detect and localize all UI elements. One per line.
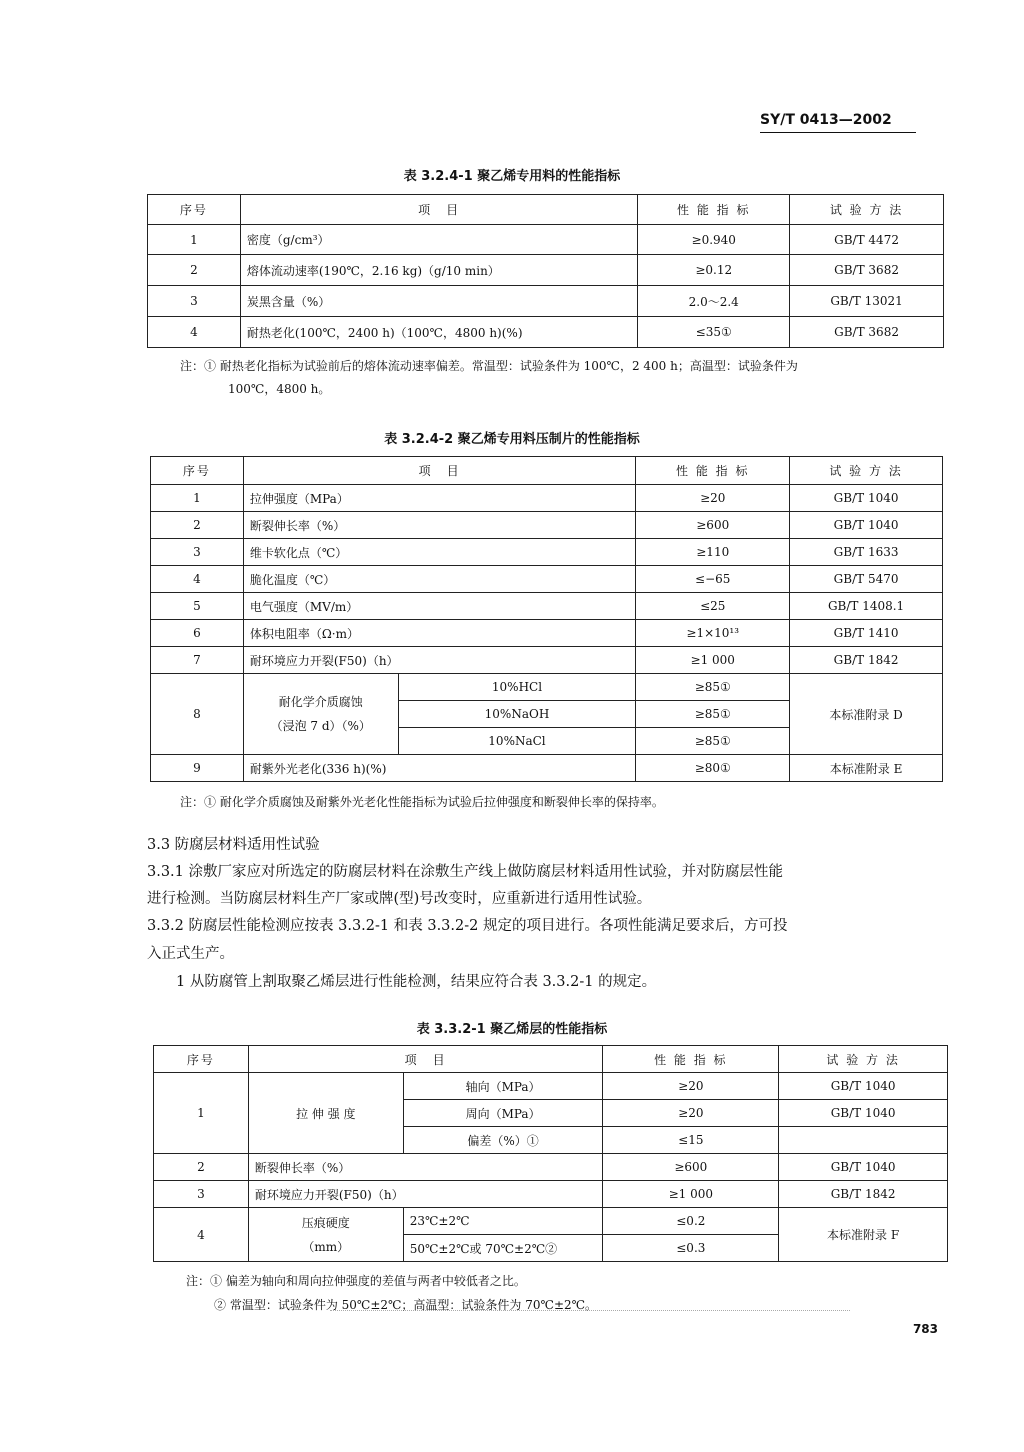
table1-header-no: 序号 xyxy=(148,195,241,225)
table1-header-item: 项 目 xyxy=(240,195,637,225)
table2-note: 注：① 耐化学介质腐蚀及耐紫外光老化性能指标为试验后拉伸强度和断裂伸长率的保持率。 xyxy=(180,795,664,809)
table-row xyxy=(154,1154,948,1181)
page-number: 783 xyxy=(912,1322,938,1336)
table-row xyxy=(154,1073,948,1100)
cell-method: 本标准附录 F xyxy=(779,1208,948,1262)
cell-value: ≤35① xyxy=(638,317,790,348)
cell-subitem: 10%NaOH xyxy=(398,701,636,728)
cell-no: 7 xyxy=(151,647,244,674)
table1-note-line2: 100℃，4800 h。 xyxy=(228,382,331,396)
cell-value: ≥85① xyxy=(636,728,790,755)
cell-method: 本标准附录 E xyxy=(790,755,943,782)
table-row xyxy=(151,674,943,701)
table-row xyxy=(154,1181,948,1208)
cell-value: ≥1 000 xyxy=(603,1181,779,1208)
cell-item-line2: （浸泡 7 d）（%） xyxy=(270,719,371,733)
cell-no: 3 xyxy=(148,286,241,317)
table3-header-item: 项 目 xyxy=(248,1046,603,1073)
cell-no: 8 xyxy=(151,674,244,755)
para-3-3-1-line2: 进行检测。当防腐层材料生产厂家或牌(型)号改变时，应重新进行适用性试验。 xyxy=(147,891,652,907)
cell-item: 脆化温度（℃） xyxy=(243,566,635,593)
cell-no: 5 xyxy=(151,593,244,620)
cell-no: 3 xyxy=(154,1181,249,1208)
cell-subitem: 偏差（%）① xyxy=(403,1127,603,1154)
cell-method: 本标准附录 D xyxy=(790,674,943,755)
cell-no: 6 xyxy=(151,620,244,647)
cell-method: GB/T 1633 xyxy=(790,539,943,566)
cell-item: 断裂伸长率（%） xyxy=(243,512,635,539)
table-row xyxy=(154,1208,948,1235)
table2-header-item: 项 目 xyxy=(243,457,635,485)
cell-method xyxy=(779,1127,948,1154)
cell-value: 2.0～2.4 xyxy=(638,286,790,317)
cell-value: ≥1×10¹³ xyxy=(636,620,790,647)
cell-method: GB/T 1842 xyxy=(779,1181,948,1208)
cell-value: ≤−65 xyxy=(636,566,790,593)
table1-header-method: 试 验 方 法 xyxy=(790,195,944,225)
cell-value: ≤25 xyxy=(636,593,790,620)
cell-item-line2: （mm） xyxy=(302,1239,350,1254)
table-row xyxy=(151,512,943,539)
table2-header-value: 性 能 指 标 xyxy=(636,457,790,485)
cell-value: ≥110 xyxy=(636,539,790,566)
cell-item: 维卡软化点（℃） xyxy=(243,539,635,566)
cell-method: GB/T 3682 xyxy=(790,255,944,286)
cell-item-line1: 压痕硬度 xyxy=(301,1215,350,1230)
cell-method: GB/T 1040 xyxy=(790,485,943,512)
cell-item: 体积电阻率（Ω·m） xyxy=(243,620,635,647)
table-row xyxy=(148,286,944,317)
cell-method: GB/T 13021 xyxy=(790,286,944,317)
cell-subitem: 轴向（MPa） xyxy=(403,1073,603,1100)
table3-note2: ② 常温型：试验条件为 50℃±2℃；高温型：试验条件为 70℃±2℃。 xyxy=(214,1298,598,1312)
table2-header-method: 试 验 方 法 xyxy=(790,457,943,485)
cell-item: 断裂伸长率（%） xyxy=(248,1154,603,1181)
cell-method: GB/T 1040 xyxy=(790,512,943,539)
cell-value: ≥0.940 xyxy=(638,225,790,255)
cell-value: ≥600 xyxy=(603,1154,779,1181)
cell-method: GB/T 1408.1 xyxy=(790,593,943,620)
cell-subitem: 10%NaCl xyxy=(398,728,636,755)
table3-header-method: 试 验 方 法 xyxy=(779,1046,948,1073)
cell-item: 熔体流动速率(190℃，2.16 kg)（g/10 min） xyxy=(240,255,637,286)
table-row xyxy=(151,539,943,566)
table-row xyxy=(148,255,944,286)
table3-caption: 表 3.3.2-1 聚乙烯层的性能指标 xyxy=(416,1022,608,1037)
cell-subitem: 周向（MPa） xyxy=(403,1100,603,1127)
cell-item: 电气强度（MV/m） xyxy=(243,593,635,620)
cell-no: 1 xyxy=(154,1073,249,1154)
standard-code: SY/T 0413—2002 xyxy=(760,112,892,128)
cell-item-line1: 耐化学介质腐蚀 xyxy=(278,695,363,709)
cell-method: GB/T 1040 xyxy=(779,1100,948,1127)
cell-no: 3 xyxy=(151,539,244,566)
cell-item: 密度（g/cm³） xyxy=(240,225,637,255)
cell-no: 2 xyxy=(154,1154,249,1181)
cell-no: 4 xyxy=(154,1208,249,1262)
table-row xyxy=(148,317,944,348)
cell-item xyxy=(243,674,398,755)
cell-method: GB/T 4472 xyxy=(790,225,944,255)
cell-method: GB/T 1040 xyxy=(779,1154,948,1181)
cell-item xyxy=(248,1208,403,1262)
cell-item: 拉伸强度（MPa） xyxy=(243,485,635,512)
table3-note1: 注：① 偏差为轴向和周向拉伸强度的差值与两者中较低者之比。 xyxy=(186,1274,526,1288)
cell-value: ≥85① xyxy=(636,674,790,701)
cell-value: ≥1 000 xyxy=(636,647,790,674)
cell-method: GB/T 1842 xyxy=(790,647,943,674)
section-heading: 3.3 防腐层材料适用性试验 xyxy=(147,837,320,853)
cell-value: ≥0.12 xyxy=(638,255,790,286)
cell-value: ≥80① xyxy=(636,755,790,782)
table2-caption: 表 3.2.4-2 聚乙烯专用料压制片的性能指标 xyxy=(384,432,640,447)
cell-method: GB/T 1410 xyxy=(790,620,943,647)
cell-item: 耐环境应力开裂(F50)（h） xyxy=(243,647,635,674)
table2-header-no: 序号 xyxy=(151,457,244,485)
cell-item: 耐热老化(100℃，2400 h)（100℃，4800 h)(%) xyxy=(240,317,637,348)
table3 xyxy=(153,1045,948,1262)
table-row xyxy=(148,225,944,255)
para-3-3-1-line1: 3.3.1 涂敷厂家应对所选定的防腐层材料在涂敷生产线上做防腐层材料适用性试验，并对防腐层性能 xyxy=(147,864,783,880)
table-row xyxy=(151,566,943,593)
cell-item: 耐紫外光老化(336 h)(%) xyxy=(243,755,635,782)
cell-value: ≤0.2 xyxy=(603,1208,779,1235)
table-row xyxy=(151,593,943,620)
para-3-3-2-line1: 3.3.2 防腐层性能检测应按表 3.3.2-1 和表 3.3.2-2 规定的项目进行。各项性能满足要求后，方可投 xyxy=(147,918,788,934)
table1 xyxy=(147,194,944,348)
cell-value: ≥85① xyxy=(636,701,790,728)
cell-item: 耐环境应力开裂(F50)（h） xyxy=(248,1181,603,1208)
cell-subitem: 10%HCl xyxy=(398,674,636,701)
cell-method: GB/T 5470 xyxy=(790,566,943,593)
table-row xyxy=(151,485,943,512)
cell-no: 1 xyxy=(151,485,244,512)
para-3-3-2-line2: 入正式生产。 xyxy=(147,946,234,962)
table-row xyxy=(151,755,943,782)
table3-header-value: 性 能 指 标 xyxy=(603,1046,779,1073)
cell-value: ≥20 xyxy=(603,1073,779,1100)
para-item-1: 1 从防腐管上割取聚乙烯层进行性能检测，结果应符合表 3.3.2-1 的规定。 xyxy=(176,974,657,990)
cell-no: 4 xyxy=(148,317,241,348)
table1-header-value: 性 能 指 标 xyxy=(638,195,790,225)
cell-value: ≥20 xyxy=(636,485,790,512)
cell-no: 2 xyxy=(151,512,244,539)
table2 xyxy=(150,456,943,782)
table3-header-no: 序号 xyxy=(154,1046,249,1073)
table1-caption: 表 3.2.4-1 聚乙烯专用料的性能指标 xyxy=(403,169,621,184)
cell-no: 9 xyxy=(151,755,244,782)
cell-no: 1 xyxy=(148,225,241,255)
table1-note-line1: 注：① 耐热老化指标为试验前后的熔体流动速率偏差。常温型：试验条件为 100℃，2 400 h；高温型：试验条件为 xyxy=(180,359,798,373)
table-row xyxy=(151,620,943,647)
cell-subitem: 23℃±2℃ xyxy=(403,1208,603,1235)
cell-subitem: 50℃±2℃或 70℃±2℃② xyxy=(403,1235,603,1262)
cell-method: GB/T 3682 xyxy=(790,317,944,348)
cell-method: GB/T 1040 xyxy=(779,1073,948,1100)
cell-value: ≤15 xyxy=(603,1127,779,1154)
header-rule xyxy=(760,132,916,133)
cell-value: ≤0.3 xyxy=(603,1235,779,1262)
cell-value: ≥600 xyxy=(636,512,790,539)
cell-item: 拉 伸 强 度 xyxy=(248,1073,403,1154)
cell-no: 4 xyxy=(151,566,244,593)
cell-no: 2 xyxy=(148,255,241,286)
table-row xyxy=(151,647,943,674)
cell-item: 炭黑含量（%） xyxy=(240,286,637,317)
cell-value: ≥20 xyxy=(603,1100,779,1127)
